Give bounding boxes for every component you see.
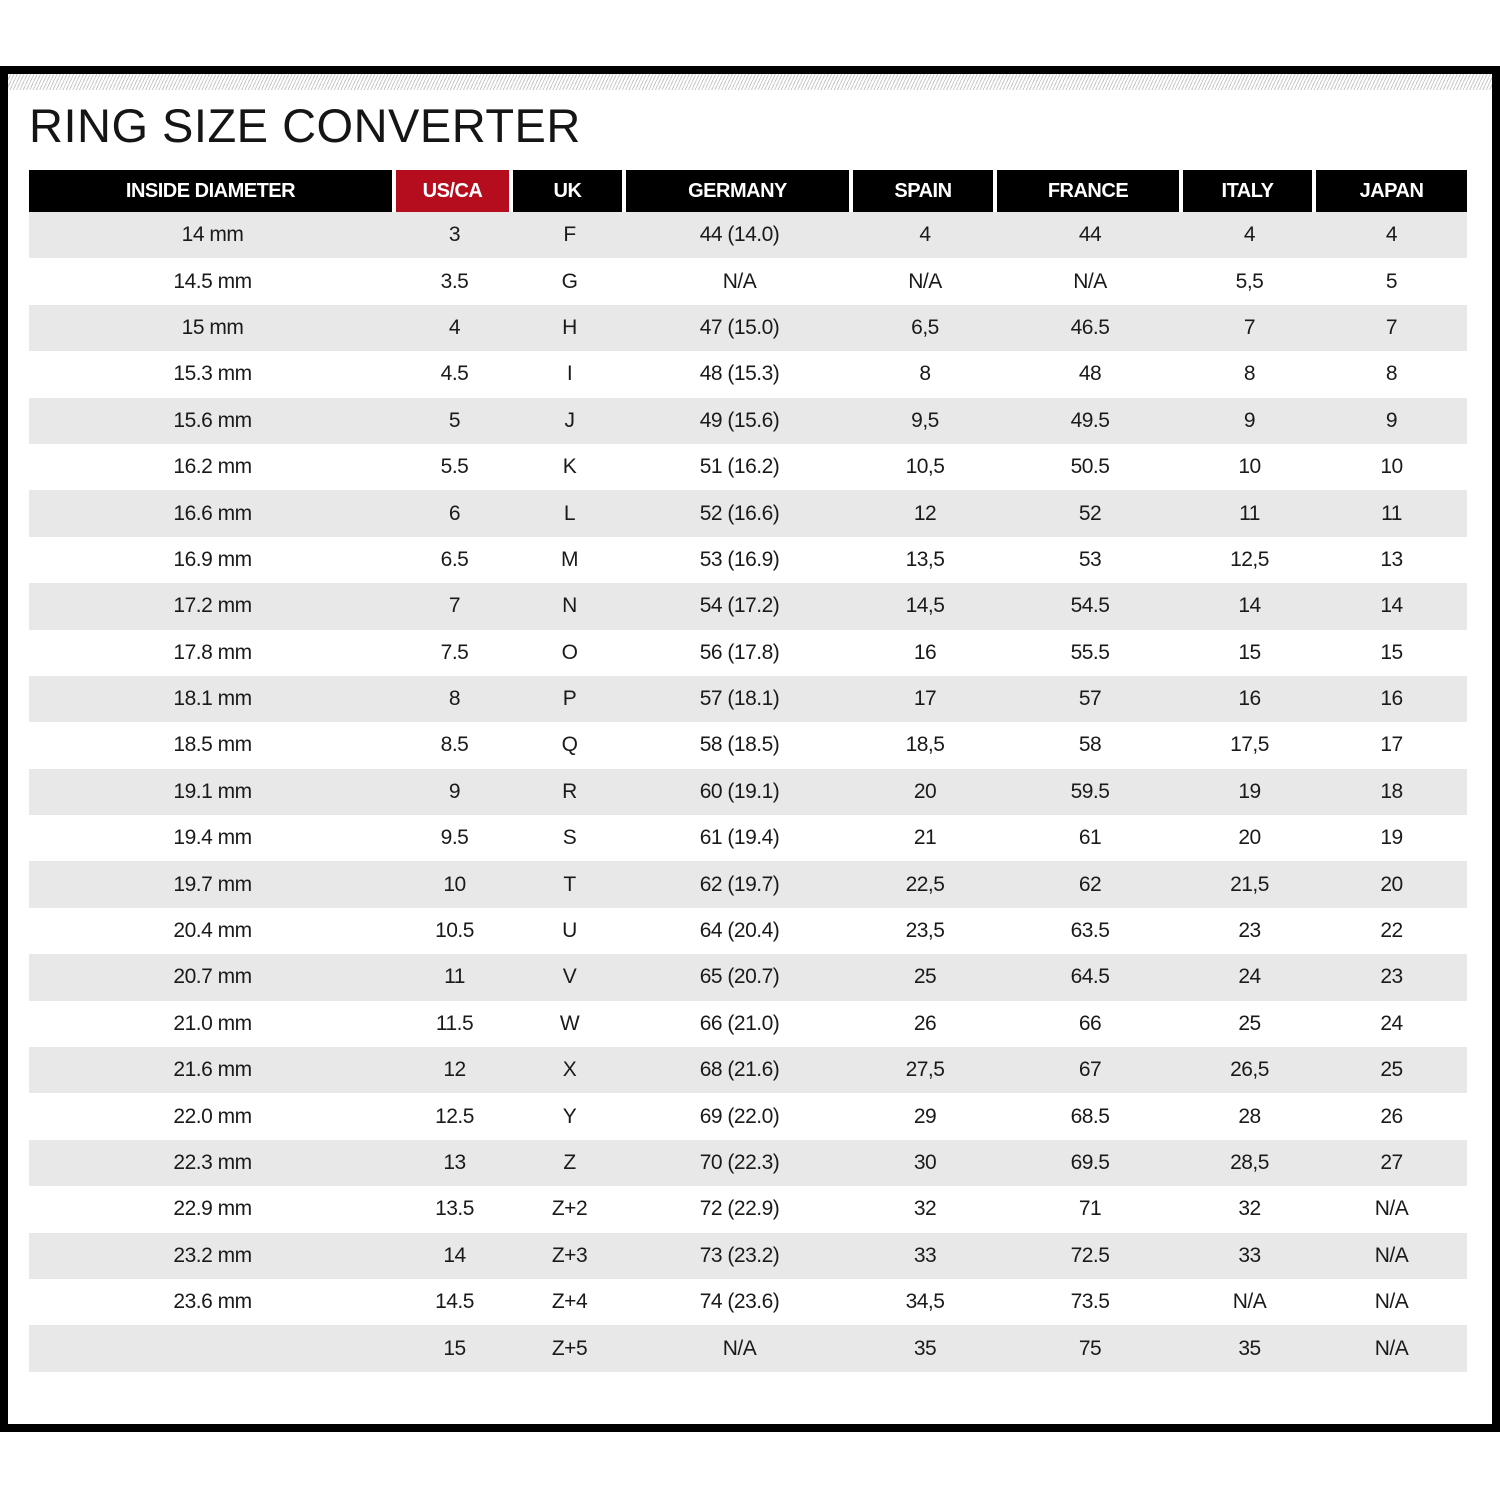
table-cell: 23.2 mm xyxy=(29,1233,396,1279)
table-cell: 49.5 xyxy=(997,398,1183,444)
table-cell: 73 (23.2) xyxy=(626,1233,853,1279)
table-cell: 22 xyxy=(1316,908,1467,954)
table-cell: 3 xyxy=(396,212,513,258)
table-row xyxy=(29,815,1467,861)
table-cell: 23 xyxy=(1183,908,1316,954)
table-cell: 6.5 xyxy=(396,537,513,583)
table-cell: 73.5 xyxy=(997,1279,1183,1325)
table-cell: S xyxy=(513,815,626,861)
column-header-germany: GERMANY xyxy=(626,170,853,212)
table-cell: 22.3 mm xyxy=(29,1140,396,1186)
table-cell: 7 xyxy=(1316,305,1467,351)
table-cell: 22,5 xyxy=(853,861,997,907)
table-cell: 9.5 xyxy=(396,815,513,861)
table-row xyxy=(29,861,1467,907)
table-cell: Z+3 xyxy=(513,1233,626,1279)
table-cell: 14 xyxy=(1316,583,1467,629)
table-cell: I xyxy=(513,351,626,397)
column-header-japan: JAPAN xyxy=(1316,170,1467,212)
table-cell: H xyxy=(513,305,626,351)
table-cell: 28 xyxy=(1183,1093,1316,1139)
table-cell: 8 xyxy=(853,351,997,397)
table-cell: 6,5 xyxy=(853,305,997,351)
table-cell: 75 xyxy=(997,1325,1183,1371)
table-cell: 20.7 mm xyxy=(29,954,396,1000)
table-cell: 9,5 xyxy=(853,398,997,444)
table-cell: N xyxy=(513,583,626,629)
table-row xyxy=(29,1047,1467,1093)
table-cell: 8 xyxy=(396,676,513,722)
table-cell: 33 xyxy=(1183,1233,1316,1279)
table-header-row xyxy=(29,170,1467,212)
table-row xyxy=(29,1093,1467,1139)
table-cell: 59.5 xyxy=(997,769,1183,815)
table-cell: 14 xyxy=(1183,583,1316,629)
table-cell: 10 xyxy=(396,861,513,907)
chart-panel xyxy=(8,74,1492,1424)
table-cell: 11 xyxy=(396,954,513,1000)
table-row xyxy=(29,212,1467,258)
table-cell: N/A xyxy=(1316,1233,1467,1279)
table-cell: 48 (15.3) xyxy=(626,351,853,397)
table-cell: 7 xyxy=(396,583,513,629)
table-cell: 27,5 xyxy=(853,1047,997,1093)
table-cell: 4 xyxy=(853,212,997,258)
table-cell: 67 xyxy=(997,1047,1183,1093)
table-cell: 12 xyxy=(853,490,997,536)
table-cell: 48 xyxy=(997,351,1183,397)
column-header-spain: SPAIN xyxy=(853,170,997,212)
table-cell: 20.4 mm xyxy=(29,908,396,954)
table-cell: G xyxy=(513,258,626,304)
table-cell: 50.5 xyxy=(997,444,1183,490)
table-cell: 8 xyxy=(1183,351,1316,397)
table-cell: 10,5 xyxy=(853,444,997,490)
table-cell: N/A xyxy=(1316,1325,1467,1371)
table-row xyxy=(29,444,1467,490)
table-cell: 19.1 mm xyxy=(29,769,396,815)
table-cell: 26 xyxy=(1316,1093,1467,1139)
table-cell: 25 xyxy=(853,954,997,1000)
table-cell: 14.5 xyxy=(396,1279,513,1325)
table-cell: 13.5 xyxy=(396,1186,513,1232)
table-cell: N/A xyxy=(1316,1279,1467,1325)
table-cell: 72.5 xyxy=(997,1233,1183,1279)
table-row xyxy=(29,1279,1467,1325)
table-row xyxy=(29,490,1467,536)
table-cell: 8.5 xyxy=(396,722,513,768)
table-cell: 20 xyxy=(1316,861,1467,907)
table-cell: 10 xyxy=(1183,444,1316,490)
table-cell: Y xyxy=(513,1093,626,1139)
table-cell: 11.5 xyxy=(396,1001,513,1047)
table-cell: 6 xyxy=(396,490,513,536)
table-cell: 21.0 mm xyxy=(29,1001,396,1047)
table-cell: 65 (20.7) xyxy=(626,954,853,1000)
table-cell: 66 xyxy=(997,1001,1183,1047)
table-cell: 9 xyxy=(1183,398,1316,444)
table-cell: 14.5 mm xyxy=(29,258,396,304)
table-cell: 11 xyxy=(1316,490,1467,536)
table-cell: O xyxy=(513,630,626,676)
table-cell: 12,5 xyxy=(1183,537,1316,583)
table-cell: Q xyxy=(513,722,626,768)
table-cell: 9 xyxy=(396,769,513,815)
table-cell: 64.5 xyxy=(997,954,1183,1000)
table-cell: 25 xyxy=(1316,1047,1467,1093)
table-cell: 4 xyxy=(1316,212,1467,258)
table-cell: N/A xyxy=(626,1325,853,1371)
table-cell: Z xyxy=(513,1140,626,1186)
table-cell: 3.5 xyxy=(396,258,513,304)
table-cell: 53 (16.9) xyxy=(626,537,853,583)
table-cell: 23.6 mm xyxy=(29,1279,396,1325)
table-cell: 56 (17.8) xyxy=(626,630,853,676)
table-cell: L xyxy=(513,490,626,536)
table-cell: N/A xyxy=(997,258,1183,304)
table-cell: T xyxy=(513,861,626,907)
table-cell: 54 (17.2) xyxy=(626,583,853,629)
table-cell: 18,5 xyxy=(853,722,997,768)
table-cell: 68 (21.6) xyxy=(626,1047,853,1093)
table-cell: 12 xyxy=(396,1047,513,1093)
table-cell: 26 xyxy=(853,1001,997,1047)
table-cell: 47 (15.0) xyxy=(626,305,853,351)
table-cell: 19.7 mm xyxy=(29,861,396,907)
table-cell: 58 (18.5) xyxy=(626,722,853,768)
table-cell: 66 (21.0) xyxy=(626,1001,853,1047)
table-cell: W xyxy=(513,1001,626,1047)
table-row xyxy=(29,1325,1467,1371)
table-cell: 10.5 xyxy=(396,908,513,954)
table-cell: N/A xyxy=(853,258,997,304)
table-cell: 52 xyxy=(997,490,1183,536)
column-header-france: FRANCE xyxy=(997,170,1183,212)
column-header-us-ca: US/CA xyxy=(396,170,513,212)
table-cell: 61 xyxy=(997,815,1183,861)
table-row xyxy=(29,908,1467,954)
table-cell: 49 (15.6) xyxy=(626,398,853,444)
table-cell: 69 (22.0) xyxy=(626,1093,853,1139)
table-cell: 9 xyxy=(1316,398,1467,444)
table-cell: Z+4 xyxy=(513,1279,626,1325)
table-cell: 25 xyxy=(1183,1001,1316,1047)
table-cell: 72 (22.9) xyxy=(626,1186,853,1232)
table-cell: 4 xyxy=(396,305,513,351)
table-cell: 13 xyxy=(396,1140,513,1186)
table-cell: 19 xyxy=(1316,815,1467,861)
table-cell: 30 xyxy=(853,1140,997,1186)
table-cell: 10 xyxy=(1316,444,1467,490)
table-cell: M xyxy=(513,537,626,583)
table-cell: 58 xyxy=(997,722,1183,768)
table-cell: 32 xyxy=(1183,1186,1316,1232)
table-cell: Z+2 xyxy=(513,1186,626,1232)
table-cell: 16.9 mm xyxy=(29,537,396,583)
table-cell: 55.5 xyxy=(997,630,1183,676)
table-cell: 5.5 xyxy=(396,444,513,490)
table-row xyxy=(29,583,1467,629)
table-cell: N/A xyxy=(626,258,853,304)
table-cell: 44 (14.0) xyxy=(626,212,853,258)
table-cell: 24 xyxy=(1183,954,1316,1000)
table-cell: 57 xyxy=(997,676,1183,722)
table-row xyxy=(29,305,1467,351)
table-cell: N/A xyxy=(1183,1279,1316,1325)
table-row xyxy=(29,954,1467,1000)
chart-frame xyxy=(0,66,1500,1432)
table-cell: 16.6 mm xyxy=(29,490,396,536)
table-row xyxy=(29,1140,1467,1186)
table-cell: 21 xyxy=(853,815,997,861)
table-cell: 44 xyxy=(997,212,1183,258)
table-row xyxy=(29,769,1467,815)
table-cell: 5 xyxy=(1316,258,1467,304)
table-cell: 52 (16.6) xyxy=(626,490,853,536)
table-cell: 51 (16.2) xyxy=(626,444,853,490)
table-cell: Z+5 xyxy=(513,1325,626,1371)
table-cell: 17,5 xyxy=(1183,722,1316,768)
table-cell: 21.6 mm xyxy=(29,1047,396,1093)
table-cell: 5,5 xyxy=(1183,258,1316,304)
table-cell: 29 xyxy=(853,1093,997,1139)
table-cell: 54.5 xyxy=(997,583,1183,629)
table-cell: 62 xyxy=(997,861,1183,907)
table-cell: 13 xyxy=(1316,537,1467,583)
table-cell: 16.2 mm xyxy=(29,444,396,490)
table-cell: 13,5 xyxy=(853,537,997,583)
table-cell: 15.6 mm xyxy=(29,398,396,444)
table-cell: 60 (19.1) xyxy=(626,769,853,815)
table-cell: 4 xyxy=(1183,212,1316,258)
table-cell: F xyxy=(513,212,626,258)
table-cell: 17.8 mm xyxy=(29,630,396,676)
column-header-uk: UK xyxy=(513,170,626,212)
table-cell: V xyxy=(513,954,626,1000)
table-cell: 16 xyxy=(1183,676,1316,722)
table-cell xyxy=(29,1325,396,1371)
table-cell: 12.5 xyxy=(396,1093,513,1139)
table-row xyxy=(29,722,1467,768)
table-row xyxy=(29,1233,1467,1279)
table-cell: 18.1 mm xyxy=(29,676,396,722)
table-cell: 20 xyxy=(1183,815,1316,861)
table-cell: 33 xyxy=(853,1233,997,1279)
table-cell: 22.9 mm xyxy=(29,1186,396,1232)
table-cell: 11 xyxy=(1183,490,1316,536)
table-cell: 16 xyxy=(1316,676,1467,722)
table-cell: 26,5 xyxy=(1183,1047,1316,1093)
table-cell: 14 mm xyxy=(29,212,396,258)
table-cell: 18.5 mm xyxy=(29,722,396,768)
column-header-inside-diameter: INSIDE DIAMETER xyxy=(29,170,396,212)
table-cell: K xyxy=(513,444,626,490)
table-cell: 15 xyxy=(1183,630,1316,676)
table-cell: 22.0 mm xyxy=(29,1093,396,1139)
table-cell: 62 (19.7) xyxy=(626,861,853,907)
table-cell: 68.5 xyxy=(997,1093,1183,1139)
table-cell: 46.5 xyxy=(997,305,1183,351)
table-cell: 28,5 xyxy=(1183,1140,1316,1186)
table-cell: 17 xyxy=(1316,722,1467,768)
table-body xyxy=(29,212,1467,1372)
table-cell: U xyxy=(513,908,626,954)
table-row xyxy=(29,351,1467,397)
table-cell: 7 xyxy=(1183,305,1316,351)
table-cell: 5 xyxy=(396,398,513,444)
table-cell: 64 (20.4) xyxy=(626,908,853,954)
table-cell: R xyxy=(513,769,626,815)
table-row xyxy=(29,1186,1467,1232)
table-cell: 4.5 xyxy=(396,351,513,397)
table-cell: 23 xyxy=(1316,954,1467,1000)
ring-size-table xyxy=(29,170,1467,1372)
table-cell: 17.2 mm xyxy=(29,583,396,629)
table-cell: 15 mm xyxy=(29,305,396,351)
table-cell: 53 xyxy=(997,537,1183,583)
table-cell: 34,5 xyxy=(853,1279,997,1325)
table-row xyxy=(29,630,1467,676)
page-title: RING SIZE CONVERTER xyxy=(29,99,581,152)
table-cell: 63.5 xyxy=(997,908,1183,954)
table-cell: 27 xyxy=(1316,1140,1467,1186)
hatched-border xyxy=(8,74,1492,90)
table-cell: 14,5 xyxy=(853,583,997,629)
table-cell: N/A xyxy=(1316,1186,1467,1232)
table-cell: 24 xyxy=(1316,1001,1467,1047)
table-cell: 15 xyxy=(396,1325,513,1371)
table-cell: 14 xyxy=(396,1233,513,1279)
table-row xyxy=(29,398,1467,444)
table-cell: 16 xyxy=(853,630,997,676)
table-cell: P xyxy=(513,676,626,722)
table-cell: X xyxy=(513,1047,626,1093)
table-cell: 7.5 xyxy=(396,630,513,676)
table-cell: 19.4 mm xyxy=(29,815,396,861)
table-cell: 8 xyxy=(1316,351,1467,397)
table-cell: J xyxy=(513,398,626,444)
table-cell: 23,5 xyxy=(853,908,997,954)
column-header-italy: ITALY xyxy=(1183,170,1316,212)
table-row xyxy=(29,258,1467,304)
table-cell: 32 xyxy=(853,1186,997,1232)
table-cell: 35 xyxy=(1183,1325,1316,1371)
table-cell: 35 xyxy=(853,1325,997,1371)
table-cell: 19 xyxy=(1183,769,1316,815)
table-row xyxy=(29,1001,1467,1047)
table-cell: 61 (19.4) xyxy=(626,815,853,861)
table-cell: 15.3 mm xyxy=(29,351,396,397)
table-cell: 20 xyxy=(853,769,997,815)
table-cell: 18 xyxy=(1316,769,1467,815)
table-cell: 71 xyxy=(997,1186,1183,1232)
table-cell: 15 xyxy=(1316,630,1467,676)
table-cell: 69.5 xyxy=(997,1140,1183,1186)
table-cell: 70 (22.3) xyxy=(626,1140,853,1186)
table-cell: 74 (23.6) xyxy=(626,1279,853,1325)
table-row xyxy=(29,676,1467,722)
table-cell: 57 (18.1) xyxy=(626,676,853,722)
table-cell: 17 xyxy=(853,676,997,722)
table-cell: 21,5 xyxy=(1183,861,1316,907)
table-row xyxy=(29,537,1467,583)
